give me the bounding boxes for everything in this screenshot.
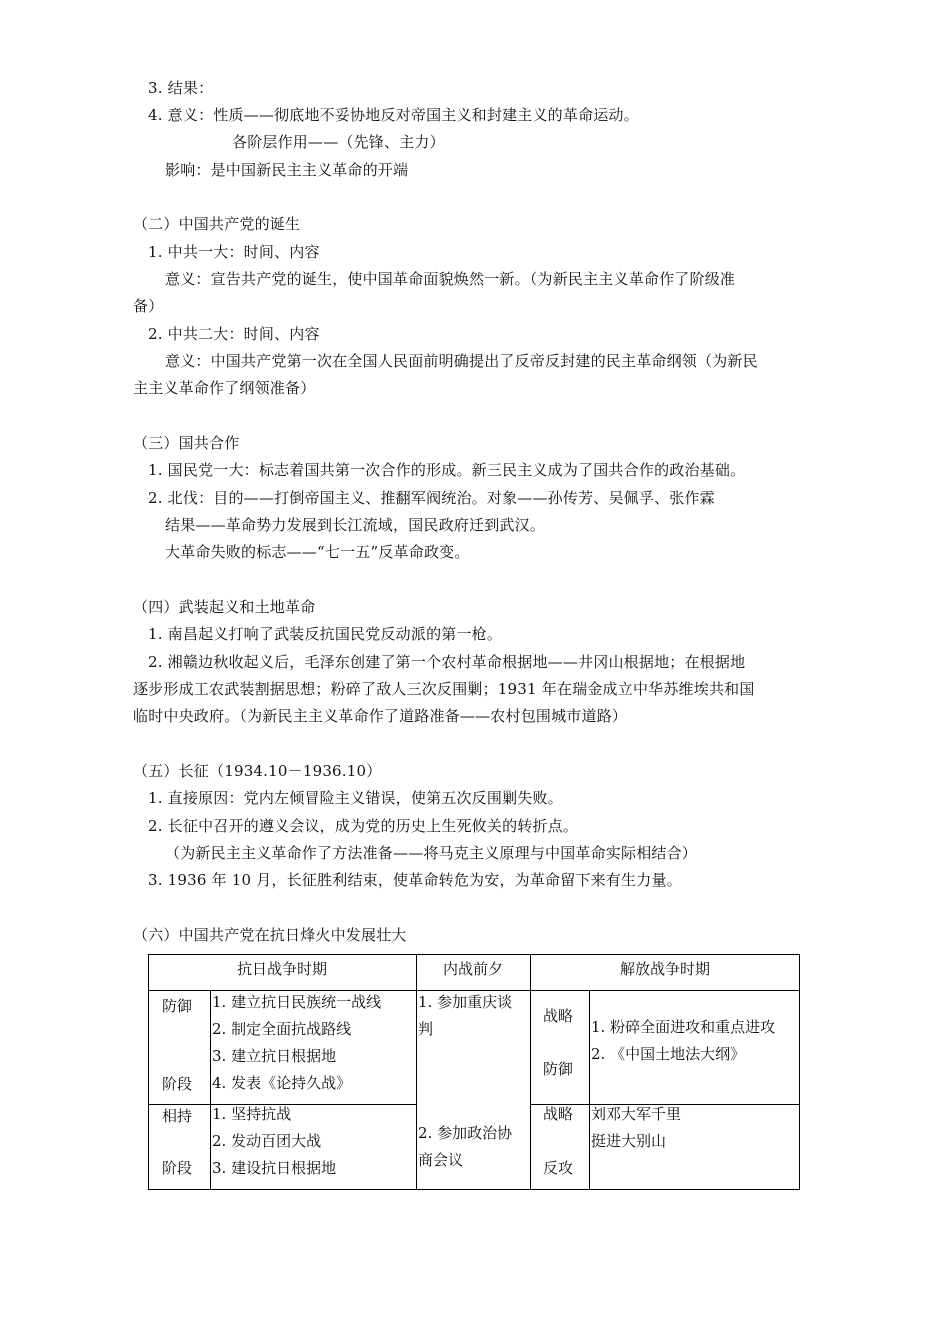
result-line: 3. 结果： [148, 79, 214, 97]
s4-line-4: 临时中央政府。（为新民主主义革命作了道路准备——农村包围城市道路） [133, 707, 628, 725]
list-item: 2. 发动百团大战 [212, 1132, 322, 1150]
stalemate-stage-label: 阶段 [162, 1159, 193, 1177]
s2-line-4: 2. 中共二大：时间、内容 [148, 325, 320, 343]
s4-line-1: 1. 南昌起义打响了武装反抗国民党反动派的第一枪。 [148, 625, 503, 643]
s5-line-3: （为新民主主义革命作了方法准备——将马克主义原理与中国革命实际相结合） [165, 844, 698, 862]
header-anti-japanese: 抗日战争时期 [236, 960, 327, 978]
strategic-offensive-label: 反攻 [543, 1159, 574, 1177]
s2-line-2: 意义：宣告共产党的诞生，使中国革命面貌焕然一新。（为新民主主义革命作了阶级准 [165, 270, 736, 288]
strategic-defense-label: 防御 [543, 1060, 574, 1078]
section-heading-6: （六）中国共产党在抗日烽火中发展壮大 [133, 926, 407, 944]
list-item: 刘邓大军千里 [591, 1105, 682, 1123]
s2-line-1: 1. 中共一大：时间、内容 [148, 243, 320, 261]
section-heading-2: （二）中国共产党的诞生 [133, 215, 301, 233]
s3-line-3: 结果——革命势力发展到长江流域，国民政府迁到武汉。 [165, 516, 546, 534]
list-item: 1. 参加重庆谈 [418, 993, 513, 1011]
list-item: 1. 建立抗日民族统一战线 [212, 993, 382, 1011]
list-item: 1. 坚持抗战 [212, 1105, 292, 1123]
list-item: 2. 参加政治协 [418, 1124, 513, 1142]
strategic-defense-label: 战略 [543, 1007, 574, 1025]
section-heading-3: （三）国共合作 [133, 434, 240, 452]
header-liberation: 解放战争时期 [619, 960, 710, 978]
list-item: 2. 《中国土地法大纲》 [591, 1045, 746, 1063]
significance-line: 4. 意义：性质——彻底地不妥协地反对帝国主义和封建主义的革命运动。 [148, 106, 639, 124]
list-item: 4. 发表《论持久战》 [212, 1074, 352, 1092]
class-roles-line: 各阶层作用——（先锋、主力） [232, 133, 445, 151]
strategic-offensive-label: 战略 [543, 1105, 574, 1123]
list-item: 商会议 [418, 1151, 464, 1169]
s2-line-5: 意义：中国共产党第一次在全国人民面前明确提出了反帝反封建的民主革命纲领（为新民 [165, 352, 758, 370]
stalemate-stage-label: 相持 [162, 1107, 193, 1125]
defense-stage-label: 阶段 [162, 1075, 193, 1093]
list-item: 3. 建设抗日根据地 [212, 1159, 337, 1177]
s5-line-2: 2. 长征中召开的遵义会议，成为党的历史上生死攸关的转折点。 [148, 817, 579, 835]
s3-line-1: 1. 国民党一大：标志着国共第一次合作的形成。新三民主义成为了国共合作的政治基础。 [148, 461, 746, 479]
s5-line-1: 1. 直接原因：党内左倾冒险主义错误，使第五次反围剿失败。 [148, 789, 563, 807]
s5-line-4: 3. 1936 年 10 月，长征胜利结束，使革命转危为安，为革命留下来有生力量。 [148, 871, 682, 889]
s4-line-3: 逐步形成工农武装割据思想；粉碎了敌人三次反围剿；1931 年在瑞金成立中华苏维埃共和国 [133, 680, 755, 698]
s2-line-3: 备） [133, 297, 164, 315]
s3-line-4: 大革命失败的标志——“七一五”反革命政变。 [165, 543, 470, 561]
section-heading-4: （四）武装起义和土地革命 [133, 598, 316, 616]
s2-line-6: 主主义革命作了纲领准备） [133, 379, 316, 397]
list-item: 挺进大别山 [591, 1132, 667, 1150]
list-item: 2. 制定全面抗战路线 [212, 1020, 352, 1038]
s4-line-2: 2. 湘赣边秋收起义后，毛泽东创建了第一个农村革命根据地——井冈山根据地；在根据地 [148, 653, 746, 671]
period-table [148, 954, 800, 1190]
list-item: 判 [418, 1020, 434, 1038]
list-item: 1. 粉碎全面进攻和重点进攻 [591, 1018, 776, 1036]
header-civil-war-eve: 内战前夕 [442, 960, 503, 978]
influence-line: 影响：是中国新民主主义革命的开端 [165, 161, 409, 179]
s3-line-2: 2. 北伐：目的——打倒帝国主义、推翻军阀统治。对象——孙传芳、吴佩孚、张作霖 [148, 489, 715, 507]
section-heading-5: （五）长征（1934.10－1936.10） [133, 762, 382, 780]
list-item: 3. 建立抗日根据地 [212, 1047, 337, 1065]
defense-stage-label: 防御 [162, 997, 193, 1015]
